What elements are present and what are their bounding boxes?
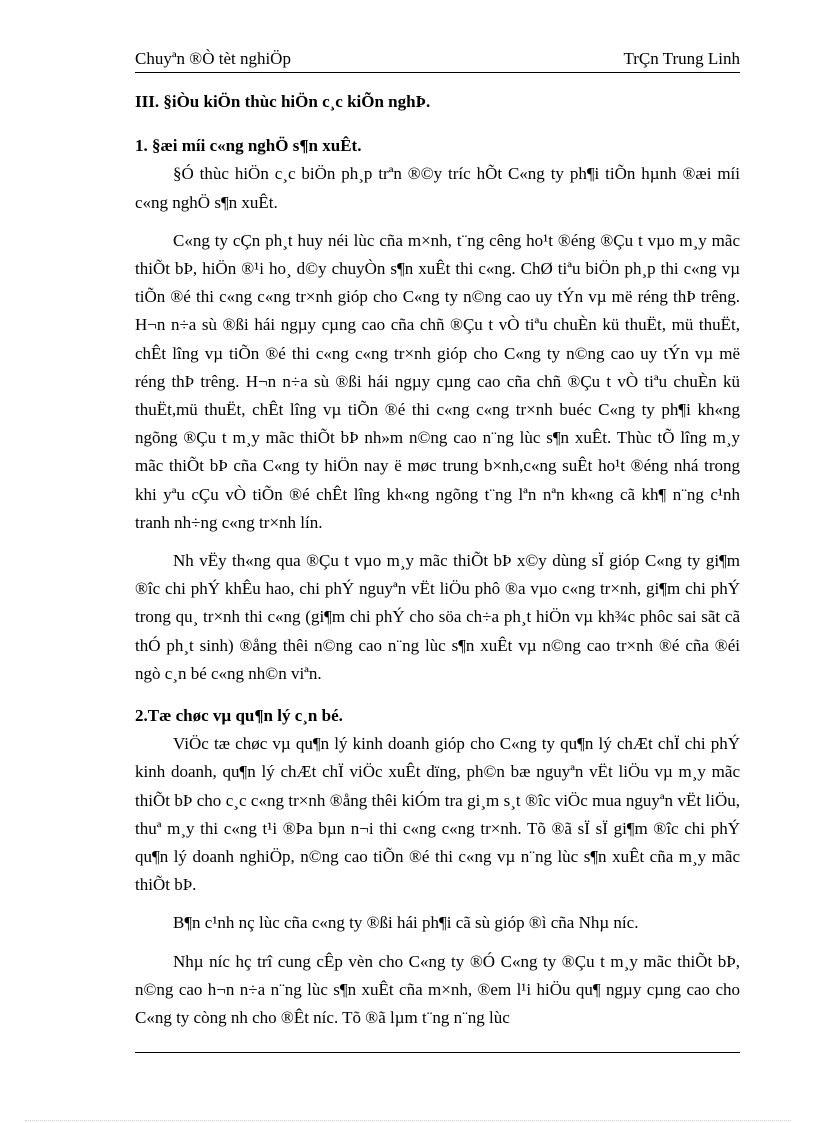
footer-rule [135, 1052, 740, 1053]
page-edge-divider [25, 1120, 791, 1121]
section-title: III. §iÒu kiÖn thùc hiÖn c¸c kiÕn nghÞ. [135, 92, 431, 111]
paragraph: ViÖc tæ chøc vµ qu¶n lý kinh doanh gióp cho C«ng ty qu¶n lý chÆt chÏ chi phÝ kinh doanh, qu¶n lý chÆt chÏ viÖc xuÊt dïng, ph©n bæ nguyªn vËt liÖu vµ m¸y mãc thiÕt bÞ cho c¸c c«ng tr×nh ®ång thêi kiÓm tra gi¸m s¸t ®îc viÖc mua nguyªn vËt liÖu, thuª m¸y thi c«ng t¹i ®Þa bµn n¬i thi c«ng c«ng tr×nh. Tõ ®ã sÏ sÏ gi¶m ®îc chi phÝ qu¶n lý doanh nghiÖp, n©ng cao tiÕn ®é thi c«ng vµ n¨ng lùc s¶n xuÊt cña m¸y mãc thiÕt bÞ. [135, 734, 740, 895]
paragraph: Nh vËy th«ng qua ®Çu t vµo m¸y mãc thiÕt bÞ x©y dùng sÏ gióp C«ng ty gi¶m ®îc chi phÝ khÊu hao, chi phÝ nguyªn vËt liÖu phô ®a vµo c«ng tr×nh, gi¶m chi phÝ trong qu¸ tr×nh thi c«ng (gi¶m chi phÝ cho söa ch÷a ph¸t hiÖn vµ kh¾c phôc sai sãt cã thÓ ph¸t sinh) ®ång thêi n©ng cao n¨ng lùc s¶n xuÊt vµ n©ng cao tr×nh ®é cña ®éi ngò c¸n bé c«ng nh©n viªn. [135, 551, 740, 683]
paragraph: Nhµ níc hç trî cung cÊp vèn cho C«ng ty ®Ó C«ng ty ®Çu t m¸y mãc thiÕt bÞ, n©ng cao h¬n n÷a n¨ng lùc s¶n xuÊt cña m×nh, ®em l¹i hiÖu qu¶ ngµy cµng cao cho C«ng ty còng nh cho ®Êt níc. Tõ ®ã lµm t¨ng n¨ng lùc [135, 951, 740, 1028]
paragraph: C«ng ty cÇn ph¸t huy néi lùc cña m×nh, t¨ng cêng ho¹t ®éng ®Çu t vµo m¸y mãc thiÕt bÞ, hiÖn ®¹i ho¸ d©y chuyÒn s¶n xuÊt thi c«ng. ChØ tiªu biÖn ph¸p thi c«ng vµ tiÕn ®é thi c«ng c«ng tr×nh gióp cho C«ng ty n©ng cao uy tÝn vµ më réng thÞ trêng. H¬n n÷a sù ®ßi hái ngµy cµng cao cña chñ ®Çu t vÒ tiªu chuÈn kü thuËt, mü thuËt, chÊt lîng vµ tiÕn ®é thi c«ng c«ng tr×nh gióp cho C«ng ty n©ng cao uy tÝn vµ më réng thÞ trêng. H¬n n÷a sù ®ßi hái ngµy cµng cao cña chñ ®Çu t vÒ tiªu chuÈn kü thuËt,mü thuËt, chÊt lîng vµ tiÕn ®é thi c«ng c«ng tr×nh buéc C«ng ty ph¶i kh«ng ngõng ®Çu t m¸y mãc thiÕt bÞ nh»m n©ng cao n¨ng lùc s¶n xuÊt. Thùc tÕ lîng m¸y mãc thiÕt bÞ cña C«ng ty hiÖn nay ë møc trung b×nh,c«ng suÊt ho¹t ®éng nhá trong khi yªu cÇu vÒ tiÕn ®é chÊt lîng kh«ng ngõng t¨ng lªn nªn kh«ng cã kh¶ n¨ng c¹nh tranh nh÷ng c«ng tr×nh lín. [135, 230, 740, 532]
subsection-title-1: 1. §æi míi c«ng nghÖ s¶n xuÊt. [135, 136, 362, 156]
paragraph: §Ó thùc hiÖn c¸c biÖn ph¸p trªn ®©y tríc hÕt C«ng ty ph¶i tiÕn hµnh ®æi míi c«ng nghÖ s¶n xuÊt. [135, 164, 740, 212]
subsection-title-2: 2.Tæ chøc vµ qu¶n lý c¸n bé. [135, 706, 343, 726]
paragraph: B¶n c¹nh nç lùc cña c«ng ty ®ßi hái ph¶i cã sù gióp ®ì cña Nhµ níc. [173, 913, 639, 933]
page-header [135, 48, 740, 73]
header-document-title: Chuyªn ®Ò tèt nghiÖp [135, 49, 291, 68]
header-author: TrÇn Trung Linh [623, 49, 740, 68]
document-body [135, 88, 740, 1032]
